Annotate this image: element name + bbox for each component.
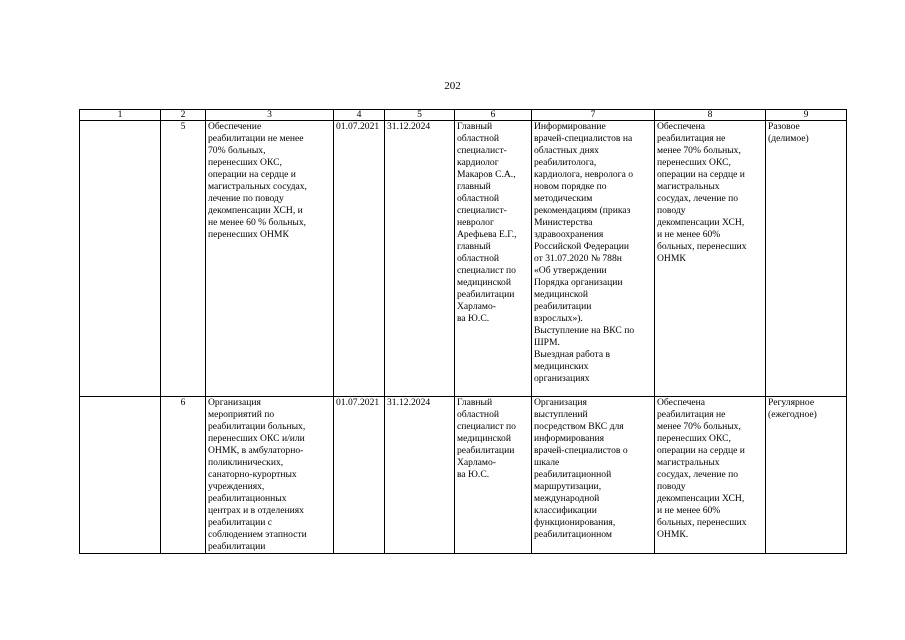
header-cell: 1	[80, 110, 161, 121]
page-number: 202	[444, 80, 461, 92]
header-cell: 4	[334, 110, 385, 121]
start-date-cell: 01.07.2021	[334, 121, 385, 397]
end-date-cell: 31.12.2024	[385, 121, 455, 397]
activity-cell: Организация выступлений посредством ВКС для информирования врачей-специалистов о шкале реабилитационной маршрутизации, международной классификации функционирования, реабилитационном	[532, 397, 655, 554]
table-row	[80, 121, 847, 397]
type-cell: Регулярное (ежегодное)	[766, 397, 847, 554]
start-date-cell: 01.07.2021	[334, 397, 385, 554]
header-cell: 3	[206, 110, 334, 121]
result-cell: Обеспечена реабилитация не менее 70% больных, перенесших ОКС, операции на сердце и магистральных сосудах, лечение по поводу декомпенсации ХСН, и не менее 60% больных, перенесших ОНМК.	[655, 397, 766, 554]
result-cell: Обеспечена реабилитация не менее 70% больных, перенесших ОКС, операции на сердце и магистральных сосудах, лечение по поводу декомпенсации ХСН, и не менее 60% больных, перенесших ОНМК	[655, 121, 766, 397]
responsible-cell: Главный областной специалист по медицинской реабилитации Харламо- ва Ю.С.	[455, 397, 532, 554]
header-row	[80, 110, 847, 121]
header-cell: 2	[161, 110, 206, 121]
header-cell: 9	[766, 110, 847, 121]
header-cell: 6	[455, 110, 532, 121]
responsible-cell: Главный областной специалист- кардиолог Макаров С.А., главный областной специалист- невролог Арефьева Е.Г., главный областной специалист по медицинской реабилитации Харламо- ва Ю.С.	[455, 121, 532, 397]
row-number: 5	[161, 121, 206, 397]
header-cell: 8	[655, 110, 766, 121]
header-cell: 5	[385, 110, 455, 121]
table-cell	[80, 397, 161, 554]
activity-cell: Информирование врачей-специалистов на областных днях реабилитолога, кардиолога, невролога о новом порядке по методическим рекомендациям (приказ Министерства здравоохранения Российской Федерации от 31.07.2020 № 788н «Об утверждении Порядка организации медицинской реабилитации взрослых»). Выступление на ВКС по ШРМ. Выездная работа в медицинских организациях	[532, 121, 655, 397]
end-date-cell: 31.12.2024	[385, 397, 455, 554]
measure-cell: Организация мероприятий по реабилитации больных, перенесших ОКС и/или ОНМК, в амбулаторно- поликлинических, санаторно-курортных учреждениях, реабилитационных центрах и в отделениях реабилитации с соблюдением этапности реабилитации	[206, 397, 334, 554]
header-cell: 7	[532, 110, 655, 121]
plan-table	[79, 109, 847, 554]
measure-cell: Обеспечение реабилитации не менее 70% больных, перенесших ОКС, операции на сердце и магистральных сосудах, лечение по поводу декомпенсации ХСН, и не менее 60 % больных, перенесших ОНМК	[206, 121, 334, 397]
table-cell	[80, 121, 161, 397]
table-row	[80, 397, 847, 554]
type-cell: Разовое (делимое)	[766, 121, 847, 397]
row-number: 6	[161, 397, 206, 554]
